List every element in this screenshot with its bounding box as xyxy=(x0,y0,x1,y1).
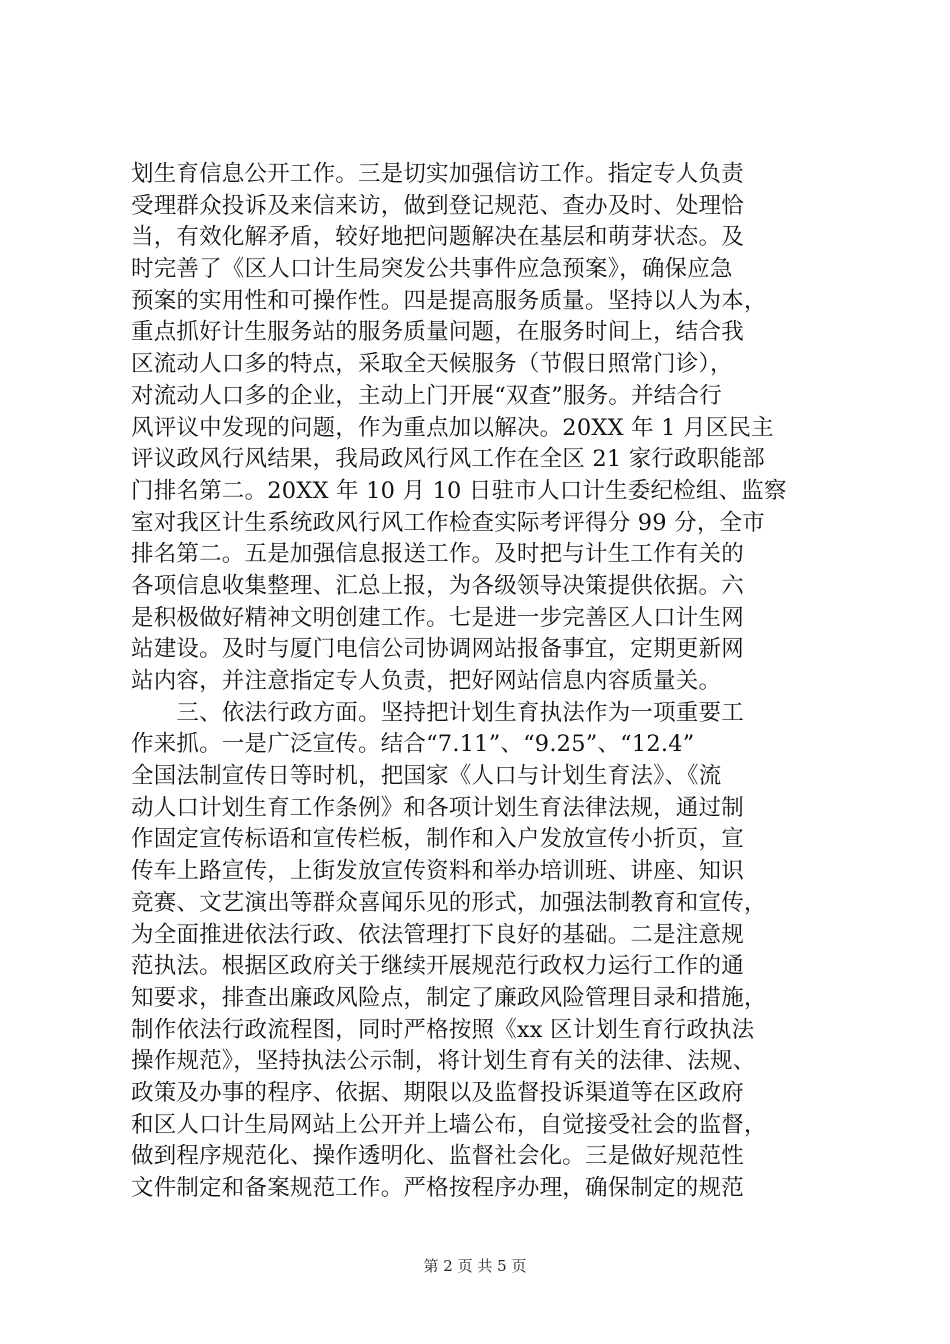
document-body xyxy=(131,159,831,1205)
text-line: 作固定宣传标语和宣传栏板，制作和入户发放宣传小折页，宣 xyxy=(131,826,744,853)
text-line: 受理群众投诉及来信来访，做到登记规范、查办及时、处理恰 xyxy=(131,192,744,219)
text-line: 操作规范》，坚持执法公示制，将计划生育有关的法律、法规、 xyxy=(131,1048,756,1075)
text-line: 划生育信息公开工作。三是切实加强信访工作。指定专人负责 xyxy=(131,161,744,187)
text-line: 各项信息收集整理、汇总上报，为各级领导决策提供依据。六 xyxy=(131,572,744,599)
text-line: 风评议中发现的问题，作为重点加以解决。20XX 年 1 月区民主 xyxy=(131,414,774,441)
text-line: 重点抓好计生服务站的服务质量问题，在服务时间上，结合我 xyxy=(131,319,744,346)
text-line: 是积极做好精神文明创建工作。七是进一步完善区人口计生网 xyxy=(131,604,744,631)
text-line: 当，有效化解矛盾，较好地把问题解决在基层和萌芽状态。及 xyxy=(131,224,744,251)
text-line: 传车上路宣传，上街发放宣传资料和举办培训班、讲座、知识 xyxy=(131,858,744,885)
text-line: 站建设。及时与厦门电信公司协调网站报备事宜，定期更新网 xyxy=(131,636,744,663)
text-line: 全国法制宣传日等时机，把国家《人口与计划生育法》、《流 xyxy=(131,763,722,790)
text-line: 站内容，并注意指定专人负责，把好网站信息内容质量关。 xyxy=(131,668,722,694)
text-line: 和区人口计生局网站上公开并上墙公布，自觉接受社会的监督， xyxy=(131,1111,767,1138)
text-line: 竞赛、文艺演出等群众喜闻乐见的形式，加强法制教育和宣传， xyxy=(131,889,767,916)
text-line: 室对我区计生系统政风行风工作检查实际考评得分 99 分，全市 xyxy=(131,509,765,536)
text-line: 动人口计划生育工作条例》和各项计划生育法律法规，通过制 xyxy=(131,794,744,821)
text-line: 时完善了《区人口计生局突发公共事件应急预案》，确保应急 xyxy=(131,256,733,283)
text-line: 制作依法行政流程图，同时严格按照《xx 区计划生育行政执法 xyxy=(131,1016,755,1043)
text-line: 预案的实用性和可操作性。四是提高服务质量。坚持以人为本， xyxy=(131,287,767,314)
page-number-footer: 第 2 页 共 5 页 xyxy=(423,1257,527,1275)
text-line: 门排名第二。20XX 年 10 月 10 日驻市人口计生委纪检组、监察 xyxy=(131,477,787,504)
text-line: 政策及办事的程序、依据、期限以及监督投诉渠道等在区政府 xyxy=(131,1079,744,1106)
text-line: 为全面推进依法行政、依法管理打下良好的基础。二是注意规 xyxy=(131,921,744,948)
text-line: 作来抓。一是广泛宣传。结合“7.11”、“9.25”、“12.4” xyxy=(131,731,695,758)
text-line: 评议政风行风结果，我局政风行风工作在全区 21 家行政职能部 xyxy=(131,446,765,473)
text-line: 做到程序规范化、操作透明化、监督社会化。三是做好规范性 xyxy=(131,1143,744,1170)
paragraph-start-line: 三、依法行政方面。坚持把计划生育执法作为一项重要工 xyxy=(131,699,744,726)
text-line: 文件制定和备案规范工作。严格按程序办理，确保制定的规范 xyxy=(131,1175,744,1201)
text-line: 排名第二。五是加强信息报送工作。及时把与计生工作有关的 xyxy=(131,541,744,568)
text-line: 知要求，排查出廉政风险点，制定了廉政风险管理目录和措施， xyxy=(131,984,767,1011)
text-line: 范执法。根据区政府关于继续开展规范行政权力运行工作的通 xyxy=(131,953,744,980)
text-line: 对流动人口多的企业，主动上门开展“双查”服务。并结合行 xyxy=(131,382,722,409)
text-line: 区流动人口多的特点，采取全天候服务（节假日照常门诊）， xyxy=(131,351,733,378)
